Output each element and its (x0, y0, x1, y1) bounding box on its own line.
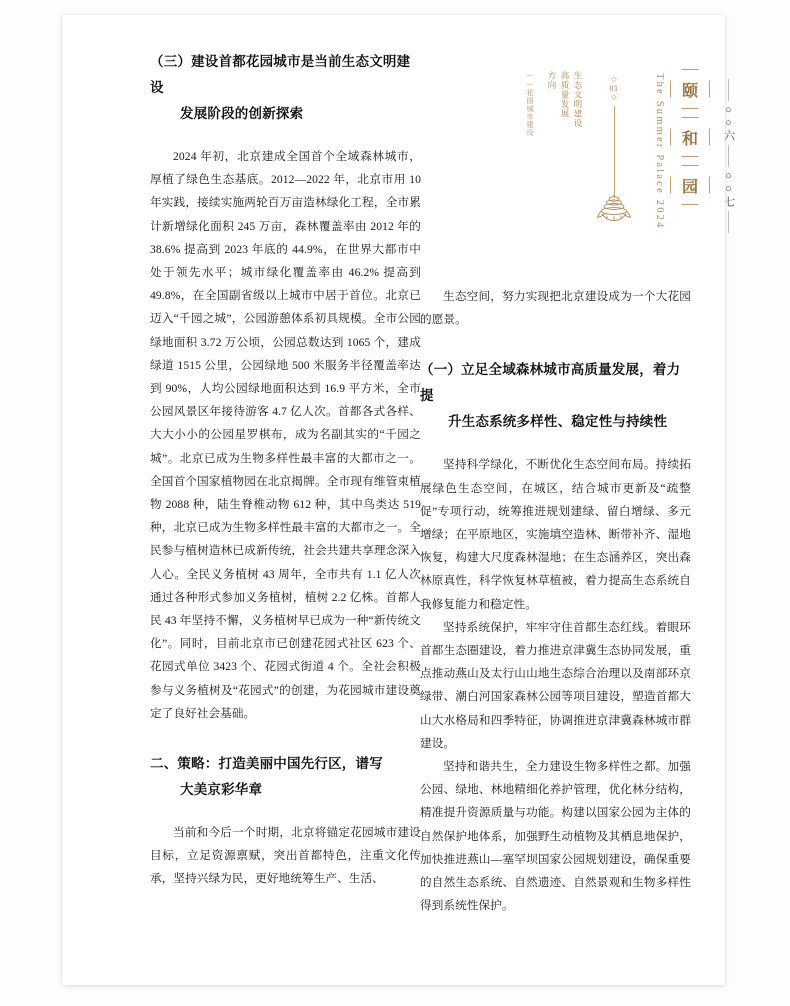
seal-char-3: 园 (681, 178, 698, 196)
ornament-vertical-line-2: 高质量发展 (560, 71, 570, 119)
folio-group (717, 79, 739, 233)
folio-right-page: ○○七 (722, 170, 735, 208)
section-number: 01 (609, 84, 619, 93)
right-column (420, 15, 691, 917)
diamond-top-icon: ◇ (611, 75, 617, 83)
left-heading-line1: （三）建设首都花园城市是当前生态文明建设 (150, 54, 411, 95)
left-column (150, 15, 421, 891)
ornament-english-title: The Summer Palace 2024 (654, 73, 665, 230)
seal-char-2: 和 (681, 130, 698, 148)
left-heading (150, 49, 421, 127)
folio-rule-bottom (728, 211, 729, 233)
document-page (62, 15, 735, 985)
seal-char-1: 颐 (681, 82, 698, 100)
diamond-bottom-icon: ◇ (611, 93, 617, 101)
ornament-vertical-line-3: 方向 (547, 71, 557, 90)
right-heading-line2: 升生态系统多样性、稳定性与持续性 (448, 414, 668, 430)
right-heading (420, 357, 691, 435)
right-paragraph-2: 坚持系统保护，牢牢守住首都生态红线。着眼环首都生态圈建设，着力推进京津冀生态协同发展，重点推动燕山及太行山山地生态综合治理以及南部环京绿带、潮白河国家森林公园等项目建设，塑造首都大山大水格局和四季特征，协调推进京津冀森林城市群建设。 (420, 620, 691, 750)
folio-left-page: ○○六 (722, 104, 735, 142)
ornament-vertical-line-1: 生态文明建设 (573, 71, 583, 128)
left-paragraph-2: 当前和今后一个时期，北京将锚定花园城市建设目标，立足资源禀赋，突出首都特色，注重文化传承，坚持兴绿为民，更好地统筹生产、生活、 (150, 826, 421, 886)
folio-rule-top (728, 79, 729, 101)
left-heading-2 (150, 751, 421, 803)
ornament-caption: ——花园城市建设 (526, 71, 534, 137)
right-paragraph-3: 坚持和谐共生，全力建设生物多样性之都。加强公园、绿地、林地精细化养护管理，优化林分结构，精准提升资源质量与功能。构建以国家公园为主体的自然保护地体系，加强野生动植物及其栖息地保护，加快推进燕山—塞罕坝国家公园规划建设，确保重要的自然生态系统、自然遗迹、自然景观和生物多样性得到系统性保护。 (420, 760, 691, 913)
folio-rule-middle (728, 145, 729, 167)
left-heading-line2: 发展阶段的创新探索 (180, 106, 304, 121)
left-heading-2-line1: 二、策略：打造美丽中国先行区，谱写 (150, 756, 383, 772)
right-paragraph-1: 坚持科学绿化，不断优化生态空间布局。持续拓展绿色生态空间，在城区，结合城市更新及“疏整促”专项行动，统筹推进规划建绿、留白增绿、多元增绿；在平原地区，实施填空造林、断带补齐、湿地恢复，构建大尺度森林湿地；在生态涵养区，突出森林原真性，科学恢复林草植被，着力提高生态系统自我修复能力和稳定性。 (420, 458, 691, 611)
left-heading-2-line2: 大美京彩华章 (180, 782, 263, 798)
right-heading-line1: （一）立足全域森林城市高质量发展，着力提 (420, 362, 681, 404)
left-paragraph-1: 2024 年初，北京建成全国首个全域森林城市，厚植了绿色生态基底。2012—2022 年，北京市用 10 年实践，接续实施两轮百万亩造林绿化工程，全市累计新增绿化面积 245 万亩，森林覆盖率由 2012 年的 38.6% 提高到 2023 年底的 44.9%，在世界大都市中处于领先水平；城市绿化覆盖率由 46.2% 提高到 49.8%，在全国副省级以上城市中居于首位。北京已迈入“千园之城”，公园游憩体系初具规模。全市公园绿地面积 3.72 万公顷，公园总数达到 1065 个，建成绿道 1515 公里，公园绿地 500 米服务半径覆盖率达到 90%，人均公园绿地面积达到 16.9 平方米，全市公园风景区年接待游客 4.7 亿人次。首都各式各样、大大小小的公园星罗棋布，成为名副其实的“千园之城”。北京已成为生物多样性最丰富的大都市之一。全国首个国家植物园在北京揭牌。全市现有维管束植物 2088 种，陆生脊椎动物 612 种，其中鸟类达 519 种，北京已成为生物多样性最丰富的大都市之一。全民参与植树造林已成新传统，社会共建共享理念深入人心。全民义务植树 43 周年，全市共有 1.1 亿人次通过各种形式参加义务植树，植树 2.2 亿株。首都人民 43 年坚持不懈，义务植树早已成为一种“新传统文化”。同时，目前北京市已创建花园式社区 623 个、花园式单位 3423 个、花园式街道 4 个。全社会积极参与义务植树及“花园式”的创建，为花园城市建设奠定了良好社会基础。 (150, 150, 421, 720)
right-paragraph-continued: 生态空间，努力实现把北京建设成为一个大花园的愿景。 (420, 290, 691, 327)
